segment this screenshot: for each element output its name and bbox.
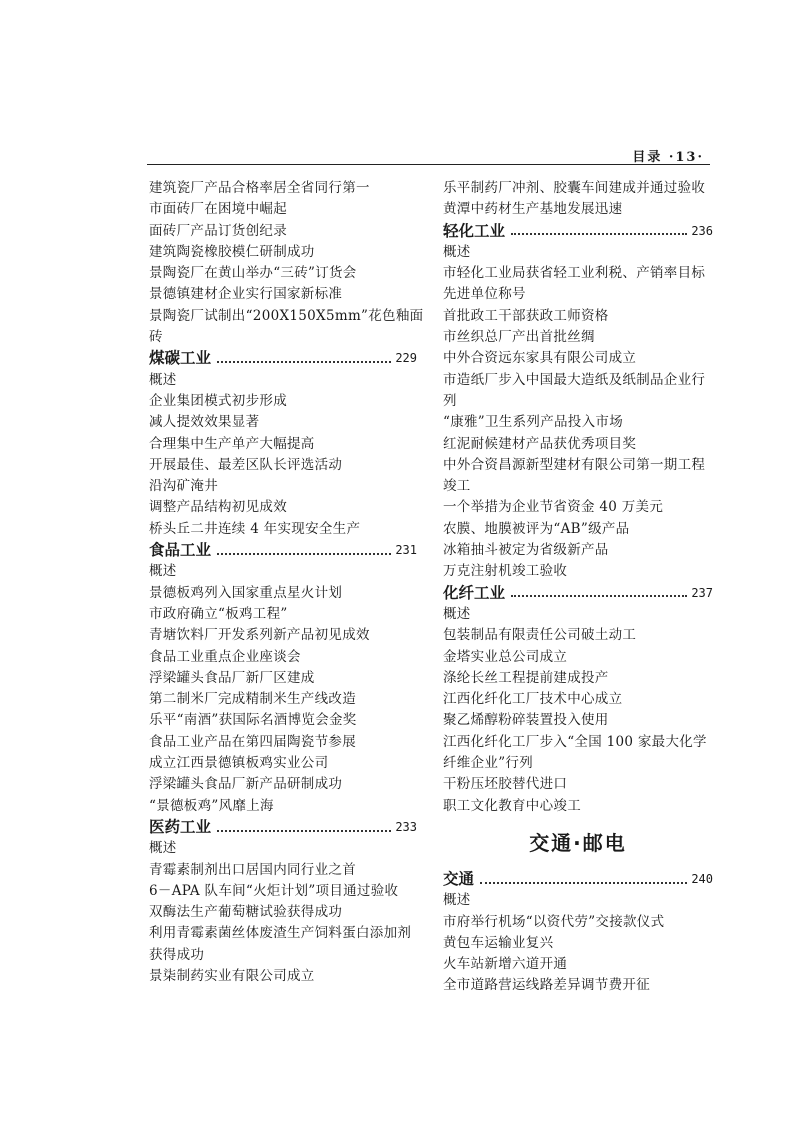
toc-entry: 万克注射机竣工验收 bbox=[443, 563, 568, 580]
toc-entry: “康雅”卫生系列产品投入市场 bbox=[443, 414, 624, 431]
toc-entry: 全市道路营运线路差异调节费开征 bbox=[443, 977, 650, 994]
section-title: 交通 bbox=[443, 869, 475, 888]
toc-entry: 食品工业重点企业座谈会 bbox=[149, 648, 301, 665]
toc-entry: 红泥耐候建材产品获优秀项目奖 bbox=[443, 435, 637, 452]
section-title: 医药工业 bbox=[149, 817, 212, 836]
toc-entry: 减人提效效果显著 bbox=[149, 414, 260, 431]
toc-entry: 建筑瓷厂产品合格率居全省同行第一 bbox=[149, 180, 370, 196]
section-heading bbox=[443, 221, 713, 242]
toc-entry: 竣工 bbox=[443, 478, 471, 495]
toc-entry: 青霉素制剂出口居国内同行业之首 bbox=[149, 861, 356, 878]
toc-entry: 首批政工干部获政工师资格 bbox=[443, 307, 609, 324]
toc-entry: 江西化纤化工厂步入“全国 100 家最大化学 bbox=[443, 733, 707, 750]
toc-entry: 冰箱抽斗被定为省级新产品 bbox=[443, 542, 609, 559]
section-heading bbox=[149, 540, 417, 561]
toc-entry: 先进单位称号 bbox=[443, 286, 526, 303]
toc-entry: 农膜、地膜被评为“AB”级产品 bbox=[443, 520, 630, 537]
toc-entry: 沿沟矿淹井 bbox=[149, 478, 218, 495]
toc-entry: 乐平制药厂冲剂、胶囊车间建成并通过验收 bbox=[443, 180, 706, 196]
toc-entry: 桥头丘二井连续 4 年实现安全生产 bbox=[149, 520, 361, 537]
toc-entry: 包装制品有限责任公司破土动工 bbox=[443, 627, 637, 644]
toc-entry: 概述 bbox=[149, 563, 177, 580]
chapter-heading: 交通·邮电 bbox=[529, 830, 627, 855]
page-header bbox=[147, 142, 710, 165]
toc-entry: 食品工业产品在第四届陶瓷节参展 bbox=[149, 733, 356, 750]
toc-entry: 景德板鸡列入国家重点星火计划 bbox=[149, 584, 343, 601]
dot-leader bbox=[217, 830, 391, 832]
toc-entry: 概述 bbox=[149, 840, 177, 857]
toc-entry: 一个举措为企业节省资金 40 万美元 bbox=[443, 499, 664, 516]
toc-entry: 黄包车运输业复兴 bbox=[443, 934, 554, 951]
section-page-number: 236 bbox=[691, 223, 713, 238]
section-page-number: 237 bbox=[691, 585, 713, 600]
toc-entry: 市丝织总厂产出首批丝绸 bbox=[443, 329, 595, 346]
toc-entry: 市政府确立“板鸡工程” bbox=[149, 605, 288, 622]
toc-entry: 概述 bbox=[443, 243, 471, 260]
dot-leader bbox=[480, 882, 687, 884]
toc-entry: 第二制米厂完成精制米生产线改造 bbox=[149, 691, 356, 708]
section-heading bbox=[149, 817, 417, 838]
toc-entry: 江西化纤化工厂技术中心成立 bbox=[443, 691, 623, 708]
toc-entry: 市造纸厂步入中国最大造纸及纸制品企业行 bbox=[443, 371, 706, 388]
toc-entry: 金塔实业总公司成立 bbox=[443, 648, 568, 665]
section-title: 煤碳工业 bbox=[149, 349, 212, 368]
section-heading bbox=[443, 869, 713, 890]
toc-entry: 获得成功 bbox=[149, 946, 205, 963]
header-page-label: 目录 ·13· bbox=[632, 150, 704, 165]
toc-entry: 概述 bbox=[443, 605, 471, 622]
toc-entry: 浮梁罐头食品厂新产品研制成功 bbox=[149, 776, 343, 793]
toc-entry: 职工文化教育中心竣工 bbox=[443, 797, 581, 814]
toc-entry: 开展最佳、最差区队长评选活动 bbox=[149, 456, 343, 473]
section-title: 轻化工业 bbox=[443, 221, 506, 240]
toc-entry: 利用青霉素菌丝体废渣生产饲料蛋白添加剂 bbox=[149, 925, 412, 942]
toc-entry: 市轻化工业局获省轻工业利税、产销率目标 bbox=[443, 265, 706, 282]
toc-entry: 面砖厂产品订货创纪录 bbox=[149, 222, 287, 239]
toc-left-column bbox=[149, 178, 424, 987]
toc-entry: “景德板鸡”风靡上海 bbox=[149, 797, 274, 814]
toc-entry: 浮梁罐头食品厂新厂区建成 bbox=[149, 669, 315, 686]
section-title: 化纤工业 bbox=[443, 583, 506, 602]
toc-entry: 景陶瓷厂试制出“200X150X5mm”花色釉面 bbox=[149, 307, 424, 324]
toc-entry: 火车站新增六道开通 bbox=[443, 956, 568, 973]
toc-entry: 乐平“南酒”获国际名酒博览会金奖 bbox=[149, 712, 357, 729]
toc-entry: 聚乙烯醇粉碎装置投入使用 bbox=[443, 712, 609, 729]
toc-entry: 调整产品结构初见成效 bbox=[149, 499, 287, 516]
toc-entry: 概述 bbox=[149, 371, 177, 388]
dot-leader bbox=[511, 233, 687, 235]
dot-leader bbox=[217, 361, 391, 363]
toc-entry: 企业集团模式初步形成 bbox=[149, 392, 287, 409]
toc-entry: 景柒制药实业有限公司成立 bbox=[149, 967, 315, 984]
toc-entry: 市面砖厂在困境中崛起 bbox=[149, 201, 287, 218]
toc-right-column bbox=[443, 178, 713, 997]
toc-entry: 涤纶长丝工程提前建成投产 bbox=[443, 669, 609, 686]
toc-entry: 景陶瓷厂在黄山举办“三砖”订货会 bbox=[149, 265, 357, 282]
section-page-number: 229 bbox=[395, 351, 417, 366]
toc-entry: 中外合资昌源新型建材有限公司第一期工程 bbox=[443, 456, 706, 473]
toc-entry: 合理集中生产单产大幅提高 bbox=[149, 435, 315, 452]
section-heading bbox=[443, 583, 713, 604]
toc-entry: 成立江西景德镇板鸡实业公司 bbox=[149, 755, 329, 772]
section-page-number: 233 bbox=[395, 819, 417, 834]
toc-entry: 青塘饮料厂开发系列新产品初见成效 bbox=[149, 627, 370, 644]
toc-entry: 景德镇建材企业实行国家新标准 bbox=[149, 286, 343, 303]
toc-entry: 纤维企业”行列 bbox=[443, 755, 534, 772]
toc-entry: 干粉压坯胶替代进口 bbox=[443, 776, 568, 793]
dot-leader bbox=[511, 595, 687, 597]
toc-entry: 列 bbox=[443, 392, 457, 409]
toc-entry: 砖 bbox=[149, 329, 163, 346]
toc-entry: 6－APA 队车间“火炬计划”项目通过验收 bbox=[149, 882, 399, 899]
section-page-number: 231 bbox=[395, 543, 417, 558]
section-title: 食品工业 bbox=[149, 541, 212, 560]
dot-leader bbox=[217, 553, 391, 555]
section-page-number: 240 bbox=[691, 871, 713, 886]
toc-entry: 黄潭中药材生产基地发展迅速 bbox=[443, 201, 623, 218]
toc-entry: 中外合资远东家具有限公司成立 bbox=[443, 350, 637, 367]
toc-entry: 市府举行机场“以资代劳”交接款仪式 bbox=[443, 913, 665, 930]
toc-entry: 建筑陶瓷橡胶模仁研制成功 bbox=[149, 243, 315, 260]
section-heading bbox=[149, 348, 417, 369]
toc-entry: 双酶法生产葡萄糖试验获得成功 bbox=[149, 904, 343, 921]
toc-entry: 概述 bbox=[443, 892, 471, 909]
